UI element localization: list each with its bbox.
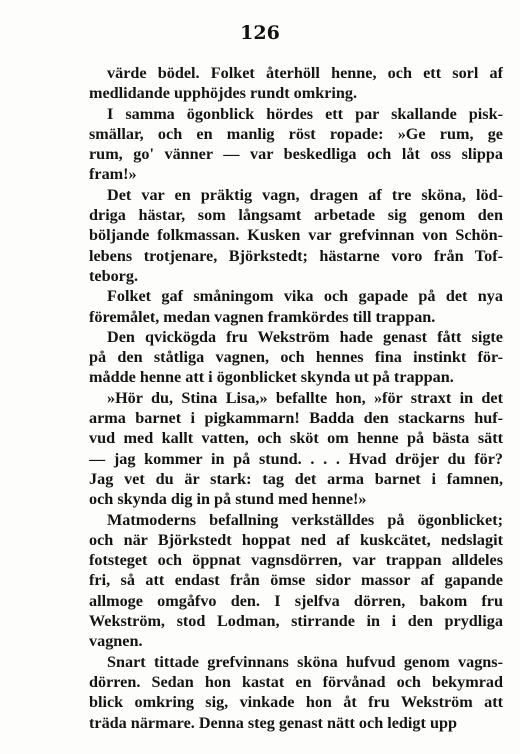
text-line: medlidande upphöjdes rundt omkring. bbox=[89, 84, 358, 103]
paragraph bbox=[89, 652, 503, 733]
text-line: föremålet, medan vagnen framkördes till trappan. bbox=[89, 307, 436, 326]
paragraph bbox=[89, 327, 503, 388]
text-line: vagnen. bbox=[89, 632, 143, 651]
paragraph bbox=[89, 286, 503, 327]
text-line: driga hästar, som långsamt arbetade sig genom den bbox=[89, 206, 503, 225]
paragraph bbox=[89, 185, 503, 286]
text-line: — jag kommer in på stund. . . . Hvad dröjer du för? bbox=[89, 449, 503, 468]
text-line: »Hör du, Stina Lisa,» befallte hon, »för straxt in det bbox=[107, 388, 503, 407]
text-line: Den qvickögda fru Wekström hade genast fått sigte bbox=[107, 327, 503, 346]
page-number: 126 bbox=[240, 22, 280, 44]
text-line: lebens trotjenare, Björkstedt; hästarne voro från Tof- bbox=[89, 246, 503, 265]
text-line: teborg. bbox=[89, 266, 138, 285]
text-line: dörren. Sedan hon kastat en förvånad och bekymrad bbox=[89, 672, 503, 691]
text-line: Matmoderns befallning verkställdes på ögonblicket; bbox=[107, 510, 503, 529]
text-line: smällar, och en manlig röst ropade: »Ge rum, ge bbox=[89, 124, 503, 143]
paragraph bbox=[89, 104, 503, 185]
text-line: fotsteget och öppnat vagnsdörren, var trappan alldeles bbox=[89, 551, 503, 570]
text-line: rum, go' vänner — var beskedliga och låt oss slippa bbox=[89, 145, 503, 164]
text-line: blick omkring sig, vinkade hon åt fru Wekström att bbox=[89, 693, 503, 712]
text-line: fram!» bbox=[89, 165, 137, 184]
text-line: mådde henne att i ögonblicket skynda ut på trappan. bbox=[89, 368, 454, 387]
text-line: på den ståtliga vagnen, och hennes fina instinkt för- bbox=[89, 348, 503, 367]
text-line: fri, så att endast från ömse sidor massor af gapande bbox=[89, 571, 503, 590]
text-line: Folket gaf småningom vika och gapade på det nya bbox=[107, 287, 503, 306]
text-line: Det var en präktig vagn, dragen af tre sköna, löd- bbox=[107, 185, 503, 204]
text-line: böljande folkmassan. Kusken var grefvinnan von Schön- bbox=[89, 226, 503, 245]
text-line: I samma ögonblick hördes ett par skallande pisk- bbox=[107, 104, 503, 123]
text-line: allmoge omgåfvo den. I sjelfva dörren, bakom fru bbox=[89, 591, 503, 610]
paragraph bbox=[89, 63, 503, 104]
paragraph bbox=[89, 510, 503, 652]
text-line: och när Björkstedt hoppat ned af kuskсätet, nedslagit bbox=[89, 530, 503, 549]
text-line: träda närmare. Denna steg genast nätt och ledigt upp bbox=[89, 713, 457, 732]
paragraph bbox=[89, 388, 503, 510]
text-line: Wekström, stod Lodman, stirrande in i den prydliga bbox=[89, 612, 503, 631]
text-line: Jag vet du är stark: tag det arma barnet i famnen, bbox=[89, 469, 503, 488]
text-line: och skynda dig in på stund med henne!» bbox=[89, 490, 367, 509]
text-line: arma barnet i pigkammarn! Badda den stackarns huf- bbox=[89, 409, 503, 428]
text-line: Snart tittade grefvinnans sköna hufvud genom vagns- bbox=[107, 652, 503, 671]
text-line: värde bödel. Folket återhöll henne, och ett sorl af bbox=[107, 64, 503, 82]
text-line: vud med kallt vatten, och sköt om henne på bästa sätt bbox=[89, 429, 503, 448]
page-text-body bbox=[89, 63, 503, 733]
